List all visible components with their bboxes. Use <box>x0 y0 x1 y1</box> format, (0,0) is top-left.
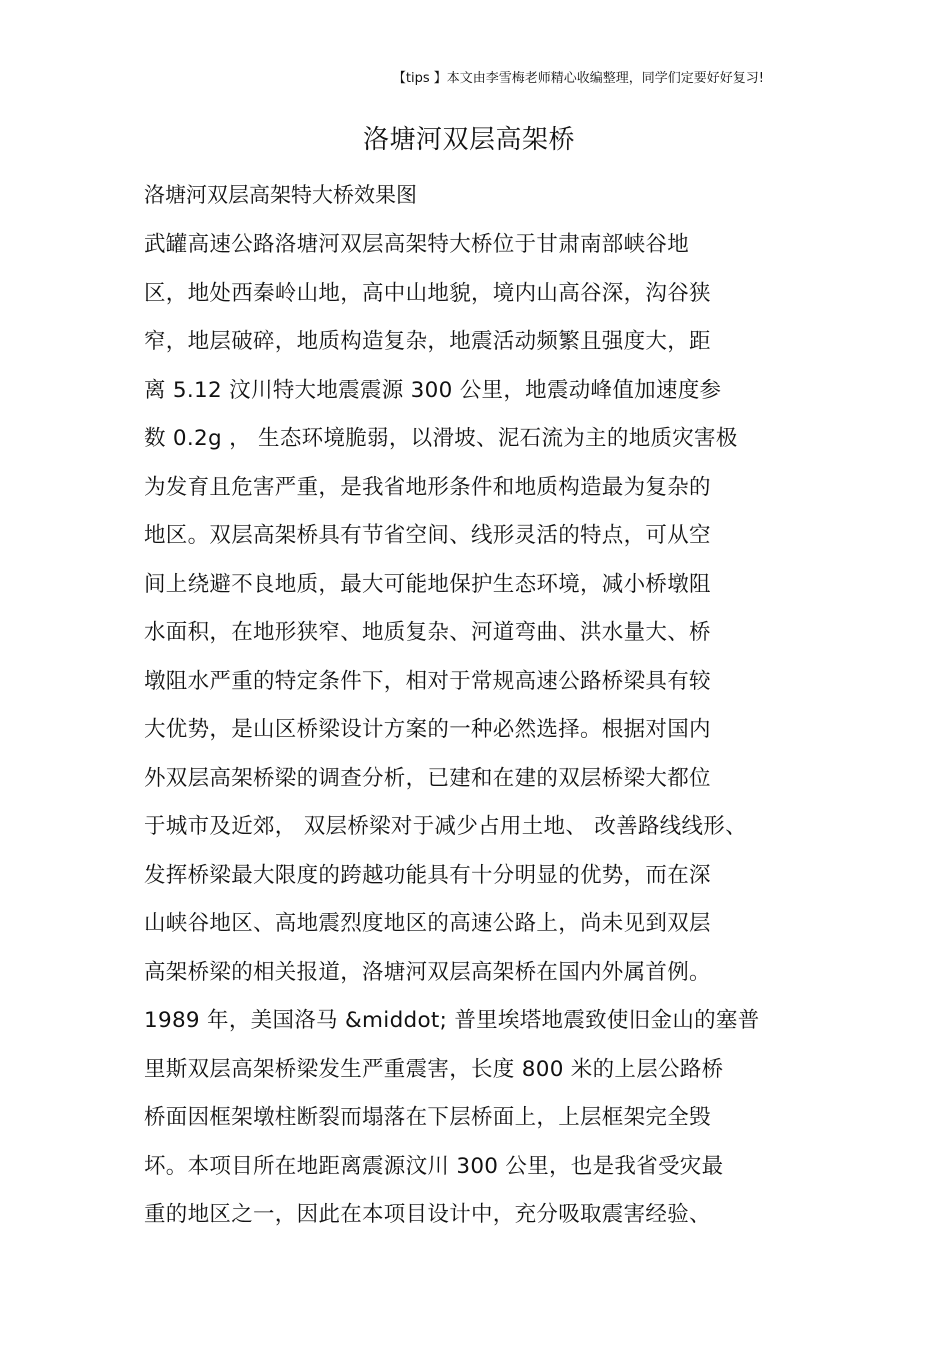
body-line: 大优势，是山区桥梁设计方案的一种必然选择。根据对国内 <box>144 717 711 742</box>
body-line: 里斯双层高架桥梁发生严重震害，长度 800 米的上层公路桥 <box>144 1056 724 1082</box>
body-line: 窄，地层破碎，地质构造复杂，地震活动频繁且强度大，距 <box>144 329 711 354</box>
document-title: 洛塘河双层高架桥 <box>362 125 575 155</box>
body-line: 山峡谷地区、高地震烈度地区的高速公路上，尚未见到双层 <box>144 911 711 936</box>
body-line: 重的地区之一，因此在本项目设计中，充分吸取震害经验、 <box>144 1202 711 1227</box>
body-line: 发挥桥梁最大限度的跨越功能具有十分明显的优势，而在深 <box>144 862 711 888</box>
document-body <box>144 227 804 1246</box>
body-line: 为发育且危害严重，是我省地形条件和地质构造最为复杂的 <box>144 474 711 500</box>
body-line: 数 0.2g ， 生态环境脆弱，以滑坡、泥石流为主的地质灾害极 <box>144 426 738 451</box>
body-line: 桥面因框架墩柱断裂而塌落在下层桥面上，上层框架完全毁 <box>144 1105 711 1130</box>
document-subtitle: 洛塘河双层高架特大桥效果图 <box>144 183 417 207</box>
body-line: 间上绕避不良地质，最大可能地保护生态环境，减小桥墩阻 <box>144 571 711 597</box>
body-line: 区，地处西秦岭山地，高中山地貌，境内山高谷深，沟谷狭 <box>144 280 711 306</box>
body-line: 1989 年，美国洛马 &middot; 普里埃塔地震致使旧金山的塞普 <box>144 1008 760 1033</box>
body-line: 水面积，在地形狭窄、地质复杂、河道弯曲、洪水量大、桥 <box>144 620 711 645</box>
body-line: 高架桥梁的相关报道，洛塘河双层高架桥在国内外属首例。 <box>144 959 711 985</box>
body-line: 武罐高速公路洛塘河双层高架特大桥位于甘肃南部峡谷地 <box>144 232 690 257</box>
body-line: 外双层高架桥梁的调查分析，已建和在建的双层桥梁大都位 <box>144 765 711 791</box>
body-line: 坏。本项目所在地距离震源汶川 300 公里，也是我省受灾最 <box>144 1153 724 1179</box>
header-tip: 【tips 】本文由李雪梅老师精心收编整理，同学们定要好好复习! <box>392 71 764 86</box>
body-line: 墩阻水严重的特定条件下，相对于常规高速公路桥梁具有较 <box>144 668 711 694</box>
body-line: 于城市及近郊， 双层桥梁对于减少占用土地、 改善路线线形、 <box>144 814 747 839</box>
body-line: 地区。双层高架桥具有节省空间、线形灵活的特点，可从空 <box>144 523 711 548</box>
body-line: 离 5.12 汶川特大地震震源 300 公里，地震动峰值加速度参 <box>144 377 722 403</box>
